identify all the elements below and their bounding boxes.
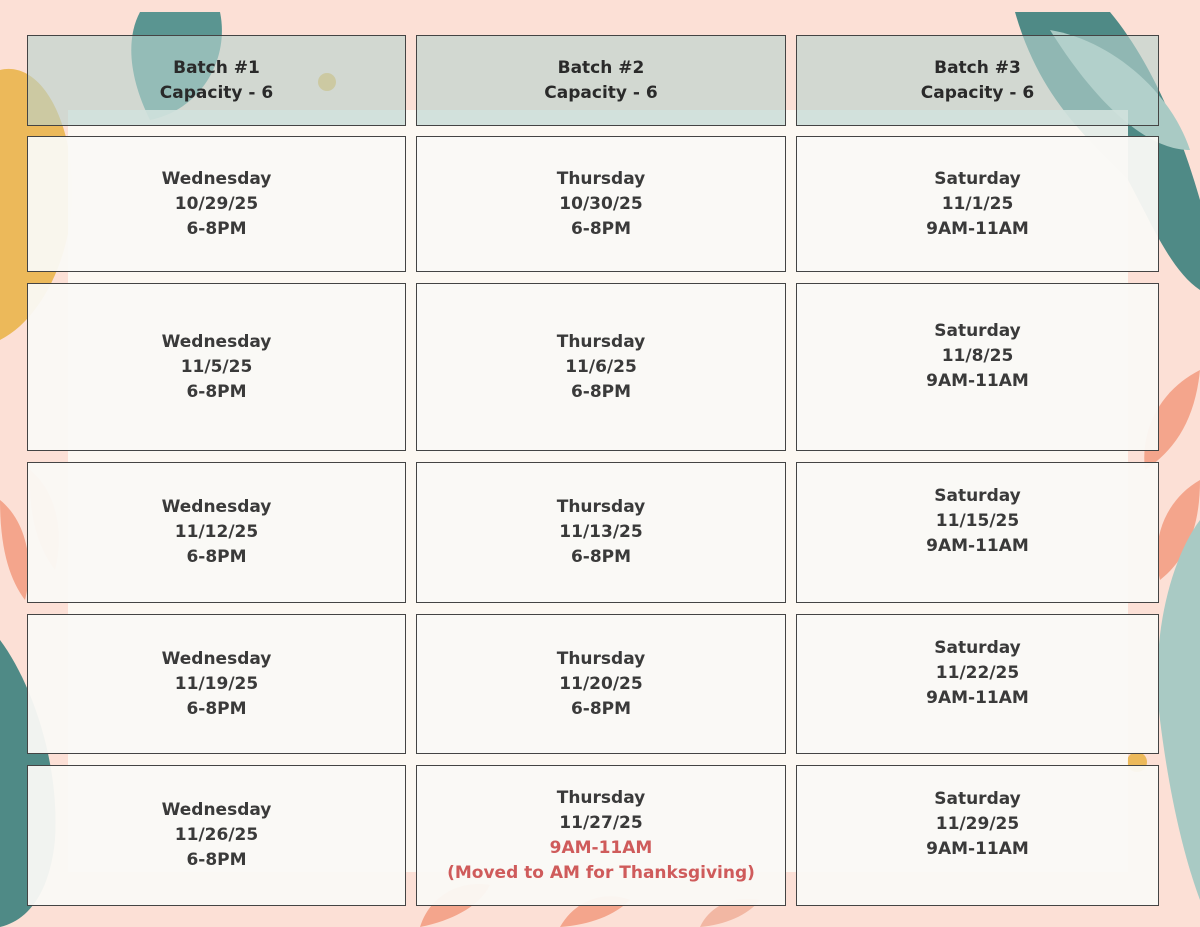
capacity-label: Capacity - 6 xyxy=(159,82,274,103)
session-day: Wednesday xyxy=(161,648,272,669)
session-cell xyxy=(27,462,406,603)
session-date: 11/20/25 xyxy=(559,673,643,694)
session-date: 11/6/25 xyxy=(565,356,637,377)
session-time: 6-8PM xyxy=(570,547,632,567)
batch-2-header xyxy=(416,35,786,126)
session-cell xyxy=(796,614,1159,754)
session-cell xyxy=(27,283,406,451)
session-day: Saturday xyxy=(934,168,1021,189)
session-time: 9AM-11AM xyxy=(926,371,1029,391)
session-day: Thursday xyxy=(556,787,646,808)
session-date: 11/8/25 xyxy=(941,346,1014,366)
session-day: Wednesday xyxy=(161,331,272,352)
session-date: 11/22/25 xyxy=(935,663,1020,683)
batch-label: Batch #1 xyxy=(173,57,260,78)
session-day: Saturday xyxy=(934,638,1021,658)
session-cell xyxy=(27,614,406,754)
session-date: 11/15/25 xyxy=(935,511,1020,531)
session-day: Wednesday xyxy=(161,168,272,189)
session-date: 11/1/25 xyxy=(941,193,1014,214)
session-date: 11/12/25 xyxy=(174,522,259,542)
session-time: 9AM-11AM xyxy=(926,218,1029,239)
session-date: 11/29/25 xyxy=(935,814,1020,834)
session-cell xyxy=(416,136,786,272)
session-date: 11/19/25 xyxy=(174,673,259,694)
session-date: 11/26/25 xyxy=(174,825,259,845)
capacity-label: Capacity - 6 xyxy=(544,82,658,103)
session-time: 6-8PM xyxy=(186,850,247,870)
session-time: 6-8PM xyxy=(186,218,247,239)
batch-1-header xyxy=(27,35,406,126)
batch-3-header xyxy=(796,35,1159,126)
session-cell xyxy=(27,136,406,272)
rescheduled-time: 9AM-11AM xyxy=(549,837,653,858)
session-day: Thursday xyxy=(556,648,646,669)
session-time: 6-8PM xyxy=(186,698,247,719)
session-date: 10/29/25 xyxy=(174,193,259,214)
session-day: Thursday xyxy=(556,497,646,517)
session-day: Wednesday xyxy=(161,800,272,820)
session-date: 11/27/25 xyxy=(559,812,643,833)
session-day: Saturday xyxy=(934,321,1021,341)
session-cell xyxy=(796,283,1159,451)
session-date: 11/5/25 xyxy=(180,356,253,377)
session-cell xyxy=(416,283,786,451)
session-cell xyxy=(796,462,1159,603)
session-cell xyxy=(796,765,1159,906)
session-cell xyxy=(796,136,1159,272)
session-day: Saturday xyxy=(934,486,1021,506)
session-day: Thursday xyxy=(556,331,646,352)
session-cell xyxy=(416,462,786,603)
session-time: 9AM-11AM xyxy=(926,688,1029,708)
session-date: 11/13/25 xyxy=(559,522,643,542)
thanksgiving-note: (Moved to AM for Thanksgiving) xyxy=(447,862,755,883)
session-time: 6-8PM xyxy=(186,547,247,567)
session-cell xyxy=(27,765,406,906)
session-day: Wednesday xyxy=(161,497,272,517)
session-time: 6-8PM xyxy=(570,218,632,239)
session-time: 6-8PM xyxy=(570,698,632,719)
capacity-label: Capacity - 6 xyxy=(920,82,1035,103)
session-cell xyxy=(416,765,786,906)
session-time: 9AM-11AM xyxy=(926,536,1029,556)
session-cell xyxy=(416,614,786,754)
batch-label: Batch #2 xyxy=(557,57,645,78)
session-day: Thursday xyxy=(556,168,646,189)
session-time: 6-8PM xyxy=(570,381,632,402)
session-time: 6-8PM xyxy=(186,381,247,402)
session-time: 9AM-11AM xyxy=(926,839,1029,859)
session-day: Saturday xyxy=(934,789,1021,809)
batch-label: Batch #3 xyxy=(934,57,1021,78)
session-date: 10/30/25 xyxy=(559,193,643,214)
